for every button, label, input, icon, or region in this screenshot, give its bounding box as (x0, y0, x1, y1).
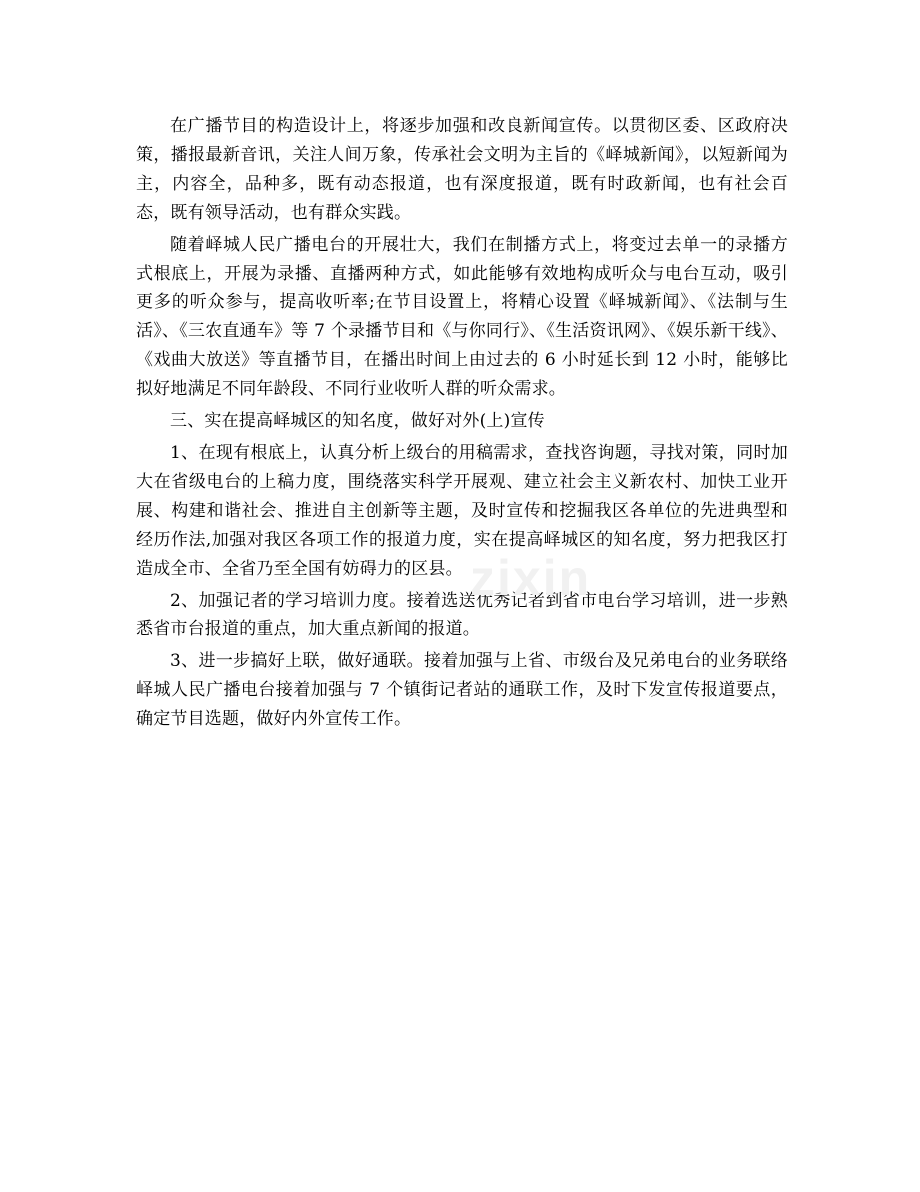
paragraph-item-3: 3、进一步搞好上联，做好通联。接着加强与上省、市级台及兄弟电台的业务联络峄城人民广播电台接着加强与 7 个镇街记者站的通联工作，及时下发宣传报道要点，确定节目选题，做好内外宣传工作。 (136, 651, 788, 730)
paragraph-item-2: 2、加强记者的学习培训力度。接着选送优秀记者到省市电台学习培训，进一步熟悉省市台报道的重点，加大重点新闻的报道。 (136, 590, 788, 640)
paragraph-item-1: 1、在现有根底上，认真分析上级台的用稿需求，查找咨询题，寻找对策，同时加大在省级电台的上稿力度，围绕落实科学开展观、建立社会主义新农村、加快工业开展、构建和谐社会、推进自主创新等主题，及时宣传和挖掘我区各单位的先进典型和经历作法,加强对我区各项工作的报道力度，实在提高峄城区的知名度，努力把我区打造成全市、全省乃至全国有妨碍力的区县。 (136, 442, 788, 579)
paragraph-broadcast-method: 随着峄城人民广播电台的开展壮大，我们在制播方式上，将变过去单一的录播方式根底上，开展为录播、直播两种方式，如此能够有效地构成听众与电台互动，吸引更多的听众参与，提高收听率;在节目设置上，将精心设置《峄城新闻》、《法制与生活》、《三农直通车》等 7 个录播节目和《与你同行》、《生活资讯网》、《娱乐新干线》、《戏曲大放送》等直播节目，在播出时间上由过去的 6 小时延长到 12 小时，能够比拟好地满足不同年龄段、不同行业收听人群的听众需求。 (136, 234, 788, 400)
section-heading-external-publicity: 三、实在提高峄城区的知名度，做好对外(上)宣传 (170, 411, 545, 432)
paragraph-broadcast-program-design: 在广播节目的构造设计上，将逐步加强和改良新闻宣传。以贯彻区委、区政府决策，播报最新音讯，关注人间万象，传承社会文明为主旨的《峄城新闻》，以短新闻为主，内容全，品种多，既有动态报道，也有深度报道，既有时政新闻，也有社会百态，既有领导活动，也有群众实践。 (136, 116, 788, 223)
document-body (136, 112, 788, 737)
watermark: zixin (470, 550, 592, 606)
